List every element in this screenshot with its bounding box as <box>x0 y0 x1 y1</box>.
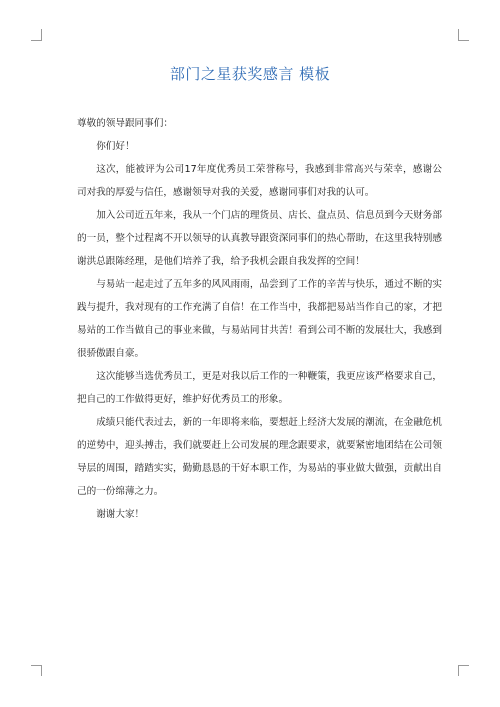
paragraph-motivation: 这次能够当选优秀员工，更是对我以后工作的一种鞭策，我更应该严格要求自己，把自己的工作做得更好，维护好优秀员工的形象。 <box>77 371 442 405</box>
crop-mark-top-right-h <box>458 40 469 41</box>
crop-mark-top-left-v <box>41 29 42 40</box>
crop-mark-bottom-right-h <box>458 665 469 666</box>
crop-mark-top-right-v <box>458 29 459 40</box>
paragraph-thanks: 这次，能被评为公司17年度优秀员工荣誉称号，我感到非常高兴与荣幸，感谢公司对我的厚爱与信任，感谢领导对我的关爱，感谢同事们对我的认可。 <box>77 164 442 198</box>
salutation: 尊敬的领导跟同事们： <box>77 118 173 129</box>
paragraph-journey: 与易站一起走过了五年多的风风雨雨，品尝到了工作的辛苦与快乐，通过不断的实践与提升，我对现有的工作充满了自信！在工作当中，我都把易站当作自己的家，才把易站的工作当做自己的事业来做，与易站同甘共苦！看到公司不断的发展壮大，我感到很骄傲跟自豪。 <box>77 279 442 359</box>
paragraph-closing: 谢谢大家！ <box>96 509 145 520</box>
document-body <box>77 112 442 526</box>
paragraph-career: 加入公司近五年来，我从一个门店的理货员、店长、盘点员、信息员到今天财务部的一员，整个过程离不开以领导的认真教导跟资深同事们的热心帮助，在这里我特别感谢洪总跟陈经理，是他们培养了我，给予我机会跟自我发挥的空间！ <box>77 210 442 267</box>
paragraph-future: 成绩只能代表过去，新的一年即将来临，要想赶上经济大发展的潮流，在金融危机的逆势中，迎头搏击，我们就要赶上公司发展的理念跟要求，就要紧密地团结在公司领导层的周围，踏踏实实，勤勤恳恳的干好本职工作，为易站的事业做大做强，贡献出自己的一份绵薄之力。 <box>77 417 442 497</box>
crop-mark-bottom-left-v <box>41 665 42 676</box>
document-title: 部门之星获奖感言 模板 <box>169 65 331 83</box>
crop-mark-top-left-h <box>31 40 42 41</box>
paragraph-greeting: 你们好！ <box>96 141 135 152</box>
crop-mark-bottom-right-v <box>458 665 459 676</box>
